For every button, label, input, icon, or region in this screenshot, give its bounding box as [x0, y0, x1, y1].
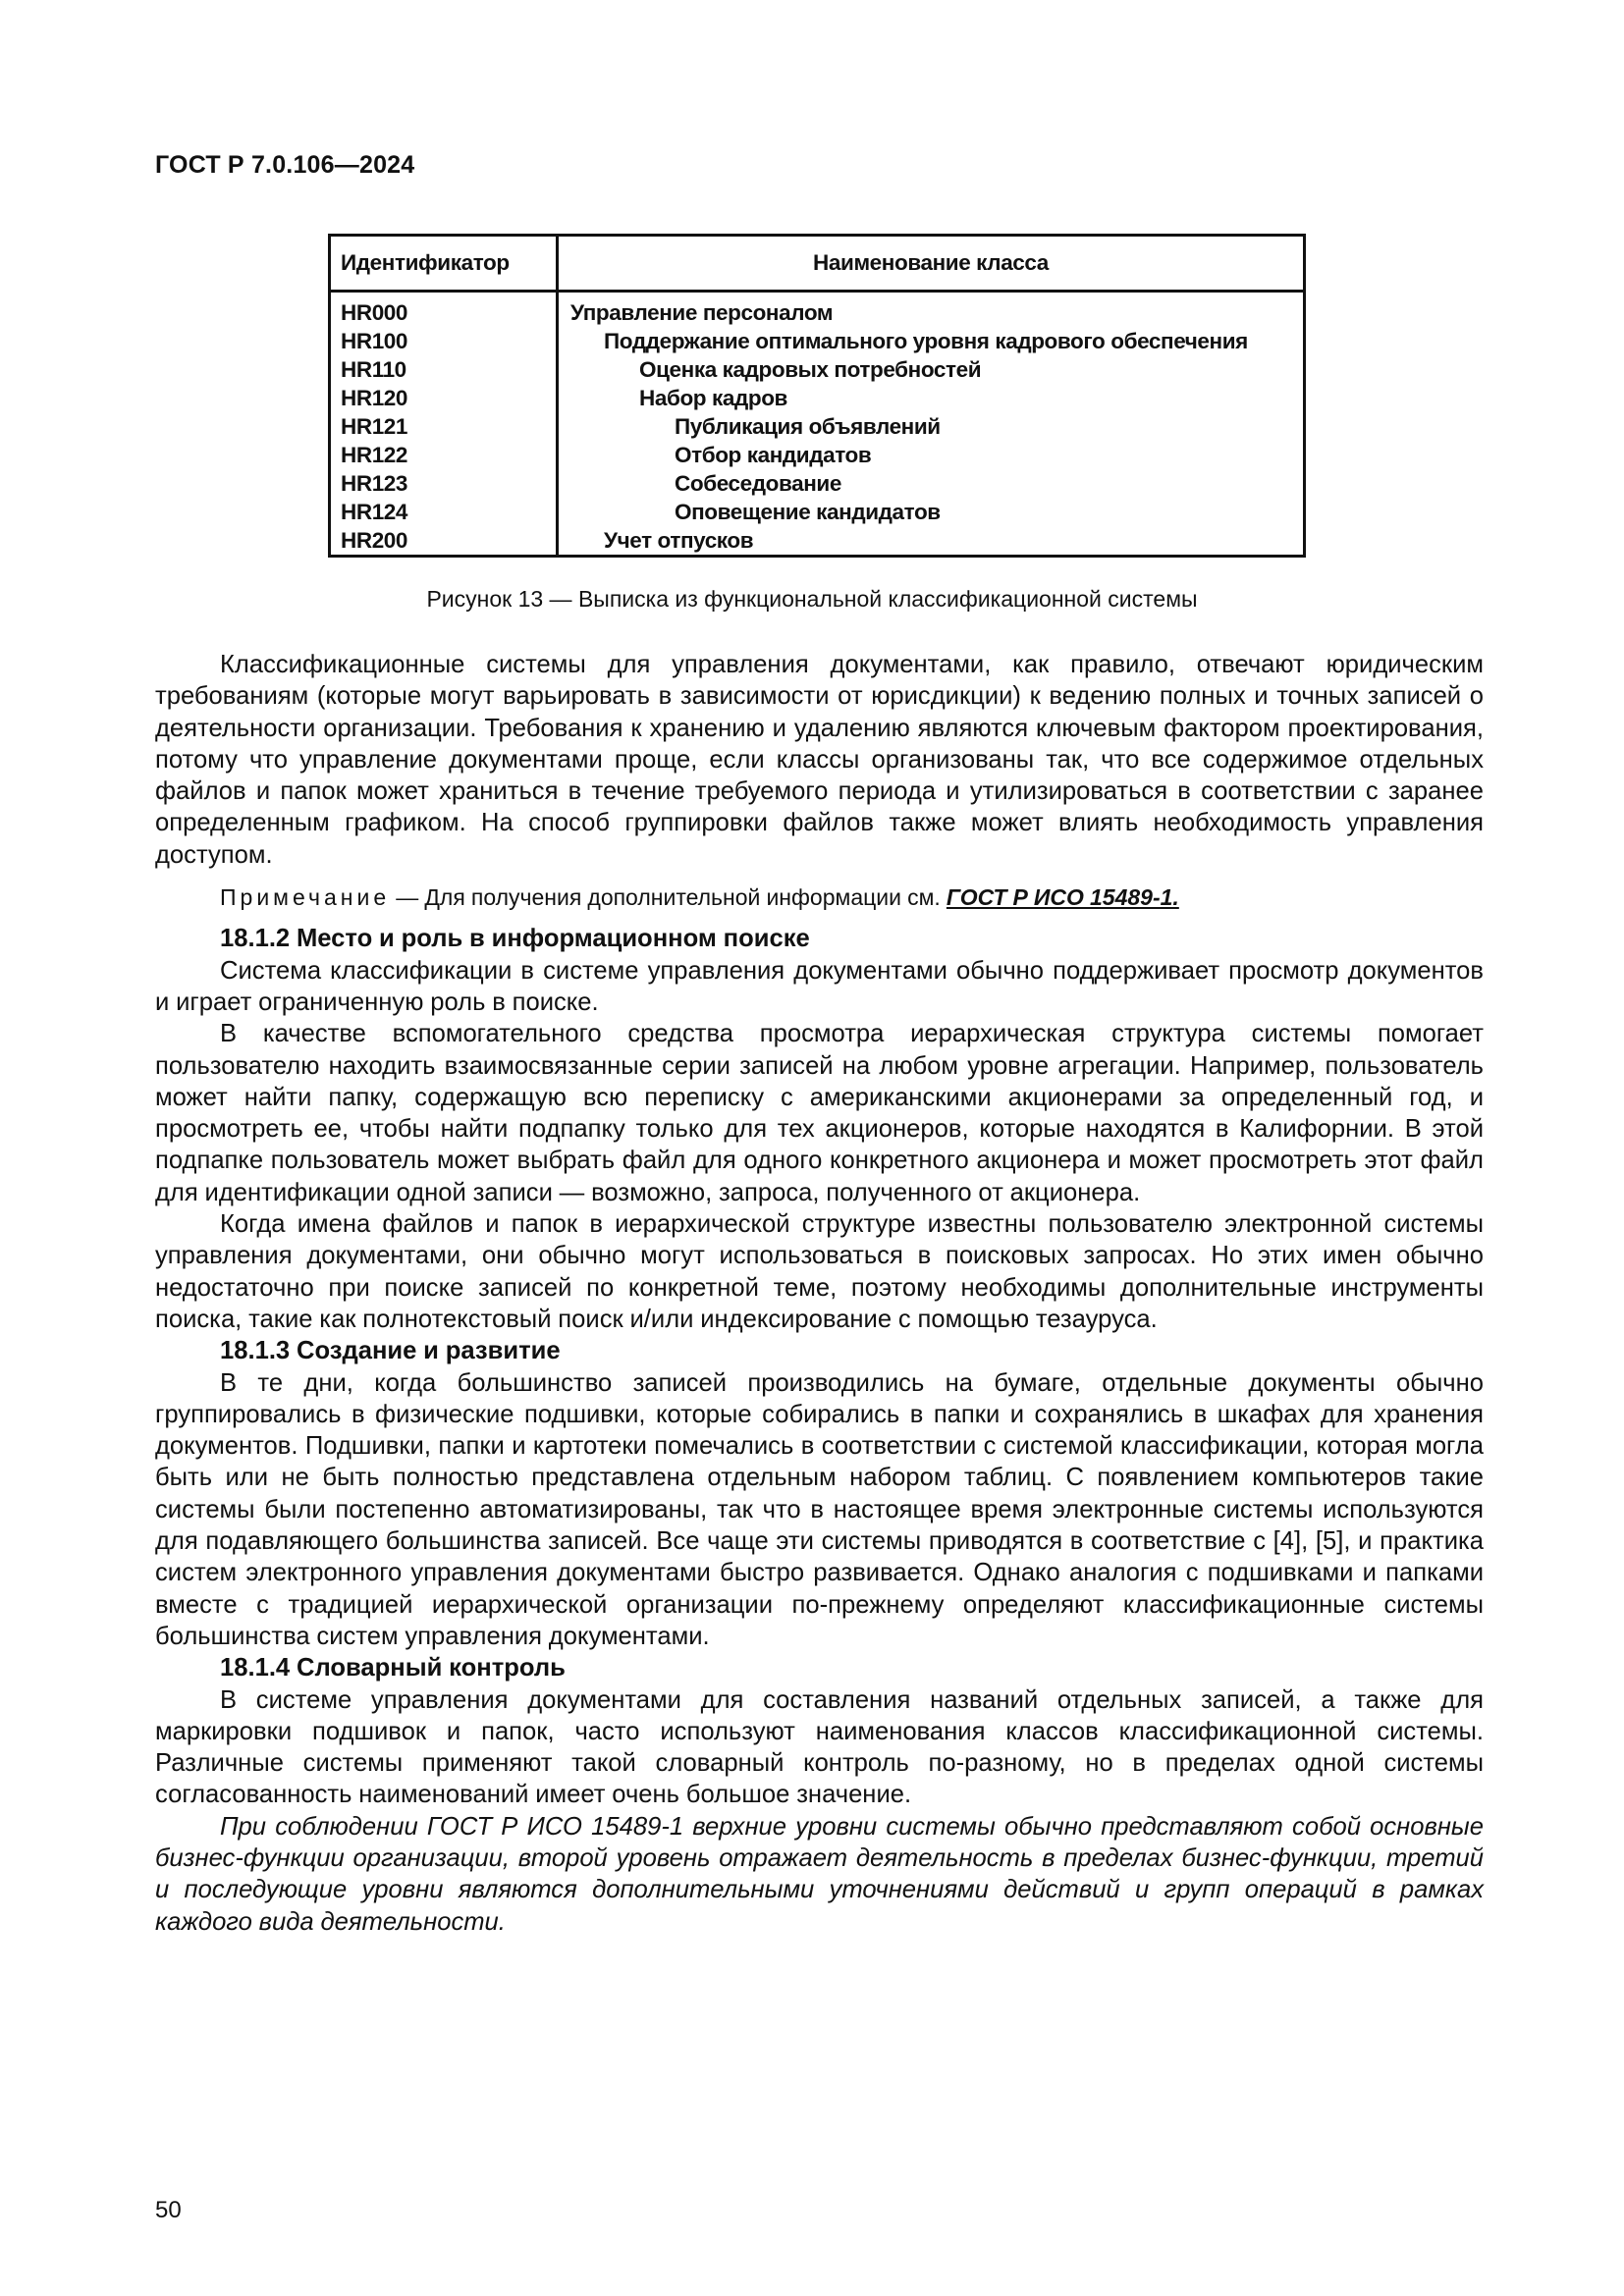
note-label: Примечание	[220, 884, 391, 911]
class-id: HR122	[330, 441, 558, 469]
table-row	[330, 412, 1305, 441]
table-row	[330, 355, 1305, 384]
class-name	[558, 384, 1305, 412]
class-name-text: Отбор кандидатов	[675, 443, 872, 467]
section-paragraph: В качестве вспомогательного средства просмотра иерархическая структура системы помогает пользователю находить взаимосвязанные серии записей на любом уровне агрегации. Например, пользователь может найти папку, содержащую всю переписку с американскими акционерами за определенный год, и просмотреть ее, чтобы найти подпапку только для тех акционеров, которые находятся в Калифорнии. В этой подпапке пользователь может выбрать файл для одного конкретного акционера и может просмотреть этот файл для идентификации одной записи — возможно, запроса, полученного от акционера.	[155, 1020, 1484, 1206]
class-id: HR121	[330, 412, 558, 441]
page-number: 50	[155, 2197, 182, 2223]
table-row	[330, 384, 1305, 412]
class-id: HR200	[330, 526, 558, 557]
class-name	[558, 355, 1305, 384]
section-heading-18-1-3: 18.1.3 Создание и развитие	[220, 1337, 561, 1365]
class-id: HR120	[330, 384, 558, 412]
class-name	[558, 526, 1305, 557]
class-name	[558, 327, 1305, 355]
section-paragraph: В системе управления документами для составления названий отдельных записей, а также для маркировки подшивок и папок, часто используют наименования классов классификационной системы. Различные системы применяют такой словарный контроль по-разному, но в пределах одной системы согласованность наименований имеет очень большое значение.	[155, 1685, 1484, 1809]
column-header-name: Наименование класса	[558, 236, 1305, 292]
table-row	[330, 292, 1305, 328]
class-id: HR100	[330, 327, 558, 355]
class-name	[558, 412, 1305, 441]
class-name-text: Оповещение кандидатов	[675, 500, 941, 524]
table-row	[330, 469, 1305, 498]
class-id: HR123	[330, 469, 558, 498]
class-name	[558, 469, 1305, 498]
intro-paragraph: Классификационные системы для управления документами, как правило, отвечают юридическим требованиям (которые могут варьировать в зависимости от юрисдикции) к ведению полных и точных записей о деятельности организации. Требования к хранению и удалению являются ключевым фактором проектирования, потому что управление документами проще, если классы организованы так, что все содержимое отдельных файлов и папок может храниться в течение требуемого периода и утилизироваться в соответствии с заранее определенным графиком. На способ группировки файлов также может влиять необходимость управления доступом.	[155, 651, 1484, 869]
classification-table	[328, 234, 1306, 558]
figure-caption: Рисунок 13 — Выписка из функциональной классификационной системы	[426, 586, 1198, 612]
italic-paragraph: При соблюдении ГОСТ Р ИСО 15489-1 верхние уровни системы обычно представляют собой основные бизнес-функции организации, второй уровень отражает деятельность в пределах бизнес-функции, третий и последующие уровни являются дополнительными уточнениями действий и групп операций в рамках каждого вида деятельности.	[155, 1812, 1484, 1936]
class-name-text: Собеседование	[675, 471, 841, 496]
class-name-text: Оценка кадровых потребностей	[639, 357, 982, 382]
section-paragraph: Система классификации в системе управления документами обычно поддерживает просмотр документов и играет ограниченную роль в поиске.	[155, 956, 1484, 1016]
section-heading-18-1-2: 18.1.2 Место и роль в информационном поиске	[220, 925, 810, 953]
class-name-text: Учет отпусков	[604, 528, 754, 553]
table-row	[330, 327, 1305, 355]
class-name-text: Публикация объявлений	[675, 414, 941, 439]
class-id: HR124	[330, 498, 558, 526]
table-row	[330, 441, 1305, 469]
class-name: Управление персоналом	[570, 300, 834, 325]
class-id: HR000	[330, 292, 558, 328]
section-paragraph: Когда имена файлов и папок в иерархической структуре известны пользователю электронной системы управления документами, они обычно могут использоваться в поисковых запросах. Но этих имен обычно недостаточно при поиске записей по конкретной теме, поэтому необходимы дополнительные инструменты поиска, такие как полнотекстовый поиск и/или индексирование с помощью тезауруса.	[155, 1210, 1484, 1333]
class-name-text: Поддержание оптимального уровня кадрового обеспечения	[604, 329, 1248, 353]
note-text: — Для получения дополнительной информации см.	[390, 884, 947, 911]
document-code-header: ГОСТ Р 7.0.106—2024	[155, 151, 415, 179]
standard-reference-link[interactable]: ГОСТ Р ИСО 15489-1.	[946, 884, 1179, 911]
class-id: HR110	[330, 355, 558, 384]
section-heading-18-1-4: 18.1.4 Словарный контроль	[220, 1654, 566, 1682]
document-body	[155, 649, 1484, 1938]
column-header-id: Идентификатор	[330, 236, 558, 292]
table-header-row	[330, 236, 1305, 292]
class-name-text: Набор кадров	[639, 386, 787, 410]
section-paragraph: В те дни, когда большинство записей производились на бумаге, отдельные документы обычно группировались в физические подшивки, которые собирались в папки и сохранялись в шкафах для хранения документов. Подшивки, папки и картотеки помечались в соответствии с системой классификации, которая могла быть или не быть полностью представлена отдельным набором таблиц. С появлением компьютеров такие системы были постепенно автоматизированы, так что в настоящее время электронные системы используются для подавляющего большинства записей. Все чаще эти системы приводятся в соответствие с [4], [5], и практика систем электронного управления документами быстро развивается. Однако аналогия с подшивками и папками вместе с традицией иерархической организации по-прежнему определяют классификационные системы большинства систем управления документами.	[155, 1368, 1484, 1650]
class-name	[558, 441, 1305, 469]
table-row	[330, 498, 1305, 526]
class-name	[558, 498, 1305, 526]
note-paragraph	[155, 881, 1484, 913]
table-row	[330, 526, 1305, 557]
